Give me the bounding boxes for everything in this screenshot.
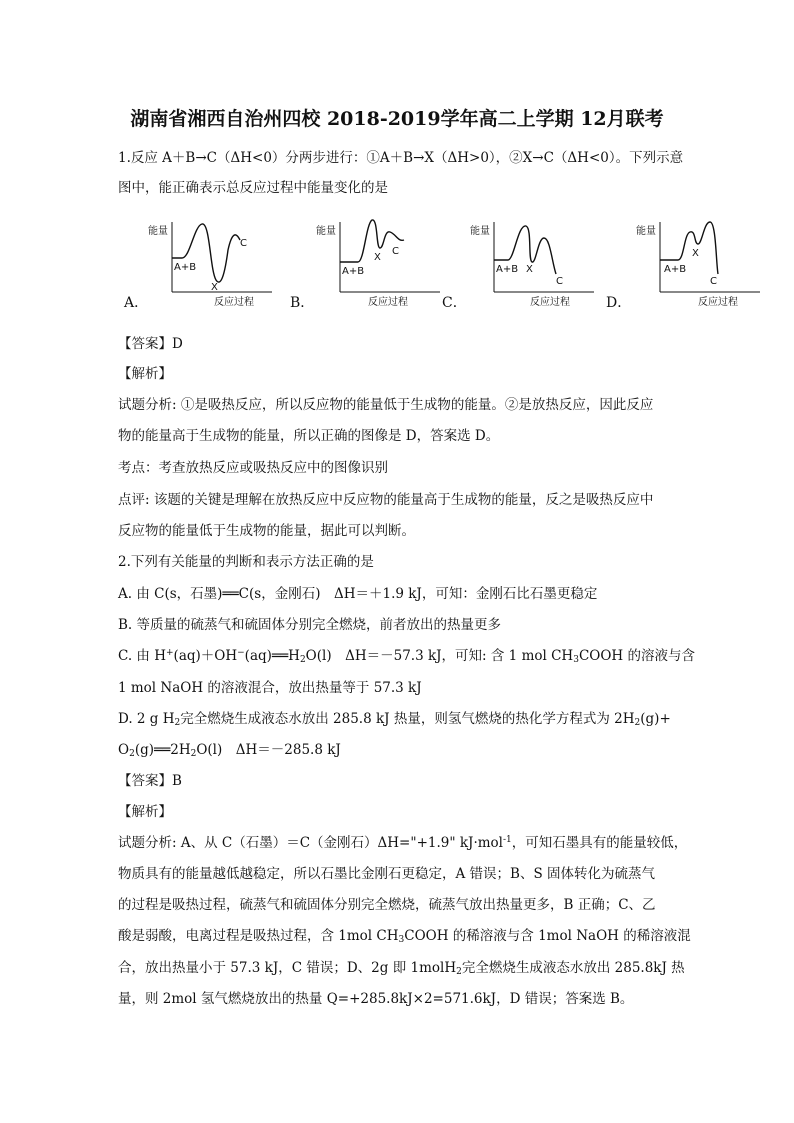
q1-analysis-line2: 物的能量高于生成物的能量，所以正确的图像是 D，答案选 D。 (118, 428, 500, 444)
q2-analysis-line5: 合，放出热量小于 57.3 kJ，C 错误；D、2g 即 1molH$_2$完全燃烧生成液态水放出 285.8kJ 热 (118, 960, 685, 977)
x-intermediate-label: X (526, 264, 533, 275)
q2-analysis-line1: 试题分析: A、从 C（石墨）＝C（金刚石）ΔH="+1.9" kJ·mol$^{-1}$，可知石墨具有的能量较低， (118, 835, 688, 851)
q1-dianping-line2: 反应物的能量低于生成物的能量，据此可以判断。 (118, 523, 415, 539)
energy-diagram-c (468, 210, 608, 310)
energy-diagram-d (634, 210, 774, 310)
q2-answer: 【答案】B (118, 773, 182, 789)
q2-analysis-line4: 酸是弱酸，电离过程是吸热过程，含 1mol $CH_3COOH$ 的稀溶液与含 1mol NaOH 的稀溶液混 (118, 928, 691, 945)
x-axis-label: 反应过程 (530, 297, 570, 308)
q1-analysis-heading: 【解析】 (118, 366, 172, 382)
q1-dianping-line1: 点评: 该题的关键是理解在放热反应中反应物的能量高于生成物的能量，反之是吸热反应中 (118, 492, 654, 508)
q2-stem: 2.下列有关能量的判断和表示方法正确的是 (118, 554, 374, 570)
c-product-label: C (240, 238, 247, 249)
c-product-label: C (392, 246, 399, 257)
x-axis-label: 反应过程 (698, 297, 738, 308)
q1-stem-line1: 1.反应 A＋B→C（ΔH<0）分两步进行：①A＋B→X（ΔH>0），②X→C（ΔH<0）。下列示意 (118, 150, 684, 166)
y-axis-label: 能量 (636, 226, 656, 237)
q2-option-d-line2: $O_2(g)══2H_2O(l)$ ΔH＝－285.8 kJ (118, 742, 341, 759)
q2-option-a: A. 由 C(s，石墨)══C(s，金刚石) ΔH＝＋1.9 kJ，可知：金刚石比石墨更稳定 (118, 586, 598, 602)
q1-option-b-letter: B． (290, 295, 315, 311)
q2-option-d-line1: D. 2 g $H_2$完全燃烧生成液态水放出 285.8 kJ 热量，则氢气燃烧的热化学方程式为 $2H_2(g)+$ (118, 711, 671, 728)
x-axis-label: 反应过程 (368, 297, 408, 308)
y-axis-label: 能量 (470, 226, 490, 237)
start-label: A+B (664, 264, 687, 275)
q1-option-c-letter: C． (442, 295, 467, 311)
c-product-label: C (556, 276, 563, 287)
q2-analysis-line3: 的过程是吸热过程，硫蒸气和硫固体分别完全燃烧，硫蒸气放出热量更多，B 正确；C、乙 (118, 897, 656, 913)
q2-analysis-heading: 【解析】 (118, 804, 172, 820)
y-axis-label: 能量 (148, 226, 168, 237)
q1-option-a-letter: A． (124, 295, 149, 311)
x-intermediate-label: X (692, 248, 699, 259)
q2-analysis-line6: 量，则 2mol 氢气燃烧放出的热量 Q=+285.8kJ×2=571.6kJ，D 错误；答案选 B。 (118, 991, 634, 1007)
q1-analysis-line1: 试题分析: ①是吸热反应，所以反应物的能量低于生成物的能量。②是放热反应，因此反应 (118, 397, 654, 413)
q1-stem-line2: 图中，能正确表示总反应过程中能量变化的是 (118, 180, 388, 196)
q1-kaodian: 考点：考查放热反应或吸热反应中的图像识别 (118, 460, 388, 476)
q2-analysis-line2: 物质具有的能量越低越稳定，所以石墨比金刚石更稳定，A 错误；B、S 固体转化为硫蒸气 (118, 866, 655, 882)
x-intermediate-label: X (374, 252, 381, 263)
q1-answer: 【答案】D (118, 336, 183, 352)
start-label: A+B (174, 262, 197, 273)
c-product-label: C (710, 276, 717, 287)
q2-option-c-line2: 1 mol NaOH 的溶液混合，放出热量等于 57.3 kJ (118, 680, 422, 696)
start-label: A+B (496, 264, 519, 275)
q2-option-b: B. 等质量的硫蒸气和硫固体分别完全燃烧，前者放出的热量更多 (118, 617, 502, 633)
x-axis-label: 反应过程 (214, 297, 254, 308)
y-axis-label: 能量 (316, 226, 336, 237)
x-intermediate-label: X (211, 282, 218, 293)
q2-option-c-line1: C. 由 $H^+(aq)+OH^-(aq)══H_2O(l)$ ΔH＝－57.3 kJ，可知: 含 1 mol $CH_3COOH$ 的溶液与含 (118, 648, 695, 665)
start-label: A+B (342, 266, 365, 277)
energy-diagram-b (314, 210, 454, 310)
q1-option-d-letter: D． (606, 295, 632, 311)
energy-diagram-a (146, 210, 286, 310)
page-title: 湖南省湘西自治州四校 2018-2019学年高二上学期 12月联考 (130, 108, 664, 130)
